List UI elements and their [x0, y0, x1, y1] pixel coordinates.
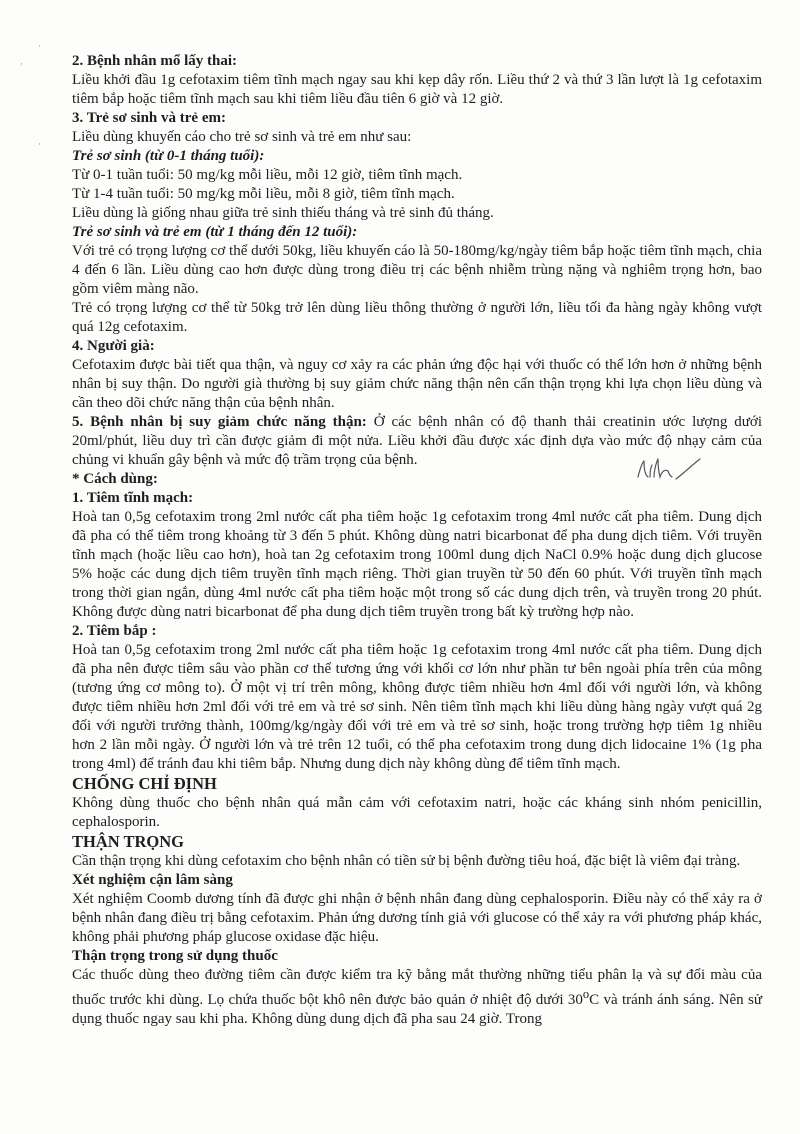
- heading-lab-tests: Xét nghiệm cận lâm sàng: [72, 872, 233, 888]
- document-body: [72, 52, 762, 1029]
- use-text: Các thuốc dùng theo đường tiêm cần được kiểm tra kỹ bằng mắt thường những tiểu phân lạ và sự đổi màu của thuốc trước khi dùng. Lọ chứa thuốc bột khô nên được bảo quản ở nhiệt độ dưới 30: [72, 967, 762, 1008]
- use-text-tail: C và tránh ánh sáng. Nên sử dụng thuốc ngay sau khi pha. Không dùng dung dịch đã pha sau 24 giờ. Trong: [72, 992, 762, 1027]
- scan-speck: ·: [20, 60, 23, 70]
- heading-elderly: 4. Người già:: [72, 338, 155, 354]
- para-neonates-2: Từ 1-4 tuần tuổi: 50 mg/kg mỗi liều, mỗi 8 giờ, tiêm tĩnh mạch.: [72, 186, 455, 202]
- para-children-intro: Liều dùng khuyến cáo cho trẻ sơ sinh và trẻ em như sau:: [72, 129, 412, 145]
- scan-speck: ·: [38, 140, 41, 150]
- heading-precautions: THẬN TRỌNG: [72, 832, 185, 851]
- handwritten-initials-icon: [632, 455, 702, 485]
- para-im: Hoà tan 0,5g cefotaxim trong 2ml nước cất pha tiêm hoặc 1g cefotaxim trong 4ml nước cất pha tiêm. Dung dịch đã pha nên được tiêm sâu vào phần cơ thể tương ứng với khối cơ lớn như phần tư bên ngoài phía trên của mông (tương ứng cơ mông to). Ở một vị trí trên mông, không được tiêm nhiều hơn 4ml đối với người lớn, và không được tiêm nhiều hơn 2ml đối với trẻ em và trẻ sơ sinh. Nên tiêm tĩnh mạch khi liều dùng hàng ngày vượt quá 2g đối với người trưởng thành, 100mg/kg/ngày đối với trẻ em và trẻ sơ sinh, hoặc trong trường hợp tiêm 1g nhiều hơn 2 lần mỗi ngày. Ở người lớn và trẻ trên 12 tuổi, có thể pha cefotaxim trong dung dịch lidocaine 1% (1g pha trong 4ml) để tránh đau khi tiêm bắp. Nhưng dung dịch này không dùng để tiêm tĩnh mạch.: [72, 642, 762, 772]
- heading-use-precautions: Thận trọng trong sử dụng thuốc: [72, 948, 278, 964]
- heading-cesarean: 2. Bệnh nhân mổ lấy thai:: [72, 53, 238, 69]
- para-neonates-1: Từ 0-1 tuần tuổi: 50 mg/kg mỗi liều, mỗi 12 giờ, tiêm tĩnh mạch.: [72, 167, 463, 183]
- para-cesarean: Liều khởi đầu 1g cefotaxim tiêm tĩnh mạch ngay sau khi kẹp dây rốn. Liều thứ 2 và thứ 3 lần lượt là 1g cefotaxim tiêm bắp hoặc tiêm tĩnh mạch sau khi tiêm liều đầu tiên 6 giờ và 12 giờ.: [72, 72, 762, 107]
- heading-renal: 5. Bệnh nhân bị suy giảm chức năng thận:: [72, 414, 367, 430]
- scan-speck: ·: [38, 42, 41, 52]
- para-lab-tests: Xét nghiệm Coomb dương tính đã được ghi nhận ở bệnh nhân đang dùng cephalosporin. Điều này có thể xảy ra ở bệnh nhân đang điều trị bằng cefotaxim. Phản ứng dương tính giả với glucose có thể xảy ra với phương pháp khác, không phải phương pháp glucose oxidase đặc hiệu.: [72, 891, 762, 945]
- heading-administration: * Cách dùng:: [72, 471, 158, 487]
- para-iv: Hoà tan 0,5g cefotaxim trong 2ml nước cất pha tiêm hoặc 1g cefotaxim trong 4ml nước cất pha tiêm. Dung dịch đã pha có thể tiêm trong khoảng từ 3 đến 5 phút. Không dùng natri bicarbonat để pha dung dịch tiêm. Với truyền tĩnh mạch (hoặc liều cao hơn), hoà tan 2g cefotaxim trong 100ml dung dịch NaCl 0.9% hoặc dung dịch glucose 5% hoặc các dung dịch tiêm truyền tĩnh mạch riêng. Thời gian truyền từ 50 đến 60 phút. Với truyền tĩnh mạch trong thời gian ngắn, dùng 4ml nước cất pha tiêm hoặc một trong số các dung dịch trên, và truyền trong 20 phút. Không được dùng natri bicarbonat để pha dung dịch tiêm truyền trong bất kỳ trường hợp nào.: [72, 509, 762, 620]
- para-children-over-50kg: Trẻ có trọng lượng cơ thể từ 50kg trở lên dùng liều thông thường ở người lớn, liều tối đa hàng ngày không vượt quá 12g cefotaxim.: [72, 300, 762, 335]
- degree-sup: o: [582, 987, 590, 1001]
- para-precautions: Cần thận trọng khi dùng cefotaxim cho bệnh nhân có tiền sử bị bệnh đường tiêu hoá, đặc biệt là viêm đại tràng.: [72, 853, 741, 869]
- subheading-neonates: Trẻ sơ sinh (từ 0-1 tháng tuổi):: [72, 148, 265, 164]
- para-contraindications: Không dùng thuốc cho bệnh nhân quá mẫn cảm với cefotaxim natri, hoặc các kháng sinh nhóm penicillin, cephalosporin.: [72, 795, 762, 830]
- para-neonates-3: Liều dùng là giống nhau giữa trẻ sinh thiếu tháng và trẻ sinh đủ tháng.: [72, 205, 494, 221]
- subheading-infants-children: Trẻ sơ sinh và trẻ em (từ 1 tháng đến 12 tuổi):: [72, 224, 358, 240]
- para-elderly: Cefotaxim được bài tiết qua thận, và nguy cơ xảy ra các phản ứng độc hại với thuốc có thể lớn hơn ở những bệnh nhân bị suy thận. Do người già thường bị suy giảm chức năng thận nên cẩn thận trọng khi lựa chọn liều dùng và cần theo dõi chức năng thận của bệnh nhân.: [72, 357, 762, 411]
- heading-iv: 1. Tiêm tĩnh mạch:: [72, 490, 194, 506]
- renal-text: Ở các bệnh nhân có độ thanh thải creatinin ước lượng dưới 20ml/phút, liều duy trì cần được giảm đi một nửa. Liều khởi đầu được xác định dựa vào mức độ nhạy cảm của chủng vi khuẩn gây bệnh và mức độ trầm trọng của bệnh.: [72, 414, 762, 468]
- heading-im: 2. Tiêm bắp :: [72, 623, 157, 639]
- heading-children: 3. Trẻ sơ sinh và trẻ em:: [72, 110, 226, 126]
- heading-contraindications: CHỐNG CHỈ ĐỊNH: [72, 774, 217, 793]
- para-use-precautions: [72, 966, 762, 1029]
- para-children-under-50kg: Với trẻ có trọng lượng cơ thể dưới 50kg, liều khuyến cáo là 50-180mg/kg/ngày tiêm bắp hoặc tiêm tĩnh mạch, chia 4 đến 6 lần. Liều dùng cao hơn được dùng trong điều trị các bệnh nhiễm trùng nặng và nghiêm trọng hơn, bao gồm viêm màng não.: [72, 243, 762, 297]
